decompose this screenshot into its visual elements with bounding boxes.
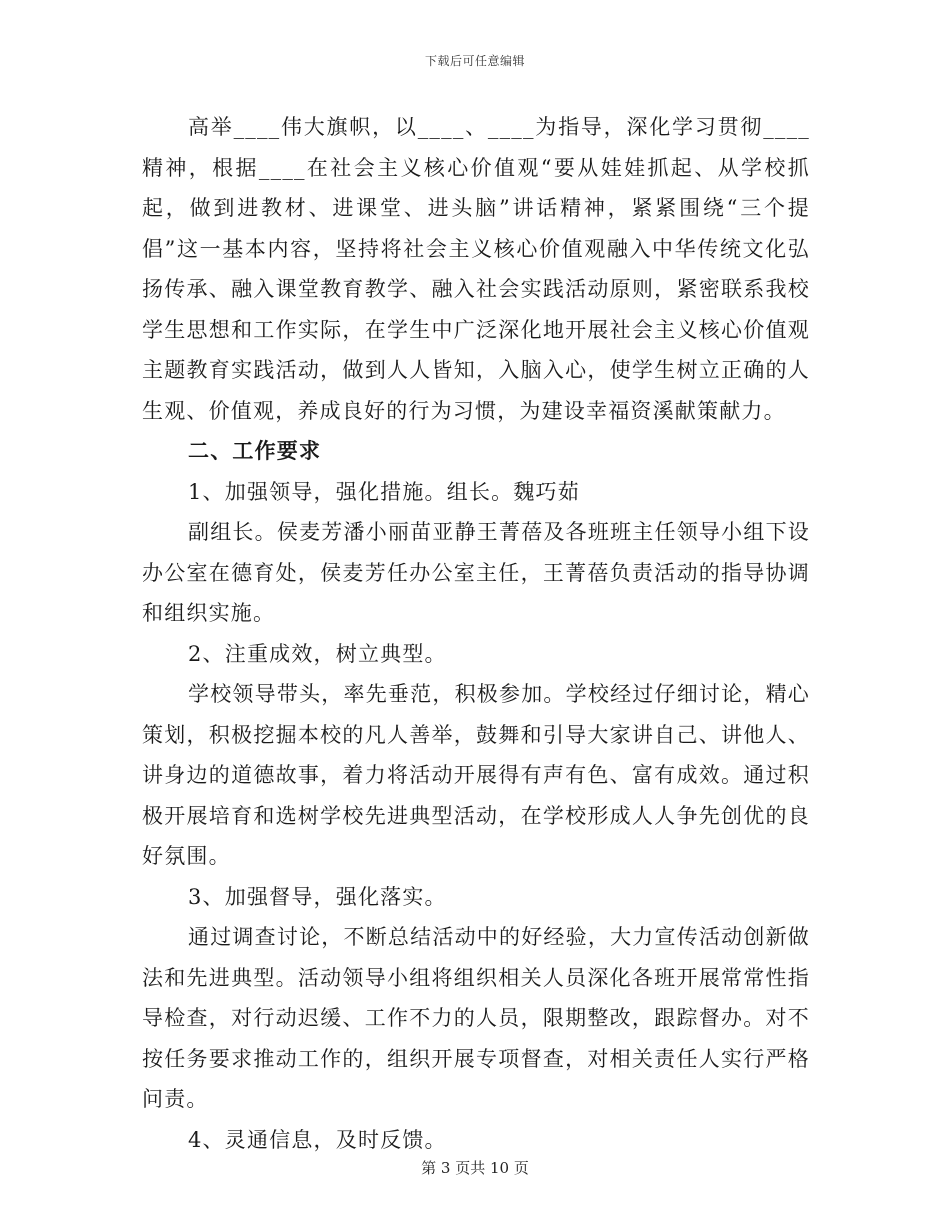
page-number-footer: 第 3 页共 10 页 xyxy=(421,1159,529,1177)
document-body xyxy=(142,107,810,1160)
item-heading-leadership: 1、加强领导，强化措施。组长。魏巧茹 xyxy=(188,479,580,504)
page-header: 下载后可任意编辑 xyxy=(424,54,525,68)
paragraph-guiding-ideology: 高举____伟大旗帜，以____、____为指导，深化学习贯彻____精神，根据____在社会主义核心价值观“要从娃娃抓起、从学校抓起，做到进教材、进课堂、进头脑”讲话精神，紧紧围绕“三个提倡”这一基本内容，坚持将社会主义核心价值观融入中华传统文化弘扬传承、融入课堂教育教学、融入社会实践活动原则，紧密联系我校学生思想和工作实际，在学生中广泛深化地开展社会主义核心价值观主题教育实践活动，做到人人皆知，入脑入心，使学生树立正确的人生观、价值观，养成良好的行为习惯，为建设幸福资溪献策献力。 xyxy=(142,115,810,423)
paragraph-leadership-group: 副组长。侯麦芳潘小丽苗亚静王菁蓓及各班班主任领导小组下设办公室在德育处，侯麦芳任办公室主任，王菁蓓负责活动的指导协调和组织实施。 xyxy=(142,520,810,625)
paragraph-effectiveness: 学校领导带头，率先垂范，积极参加。学校经过仔细讨论，精心策划，积极挖掘本校的凡人善举，鼓舞和引导大家讲自己、讲他人、讲身边的道德故事，着力将活动开展得有声有色、富有成效。通过积极开展培育和选树学校先进典型活动，在学校形成人人争先创优的良好氛围。 xyxy=(142,682,810,868)
item-heading-feedback: 4、灵通信息，及时反馈。 xyxy=(188,1127,447,1152)
paragraph-supervision: 通过调查讨论，不断总结活动中的好经验，大力宣传活动创新做法和先进典型。活动领导小组将组织相关人员深化各班开展常常性指导检查，对行动迟缓、工作不力的人员，限期整改，跟踪督办。对不按任务要求推动工作的，组织开展专项督查，对相关责任人实行严格问责。 xyxy=(142,925,810,1111)
section-heading-work-requirements: 二、工作要求 xyxy=(188,439,322,463)
item-heading-supervision: 3、加强督导，强化落实。 xyxy=(188,884,447,909)
item-heading-effectiveness: 2、注重成效，树立典型。 xyxy=(188,641,447,666)
